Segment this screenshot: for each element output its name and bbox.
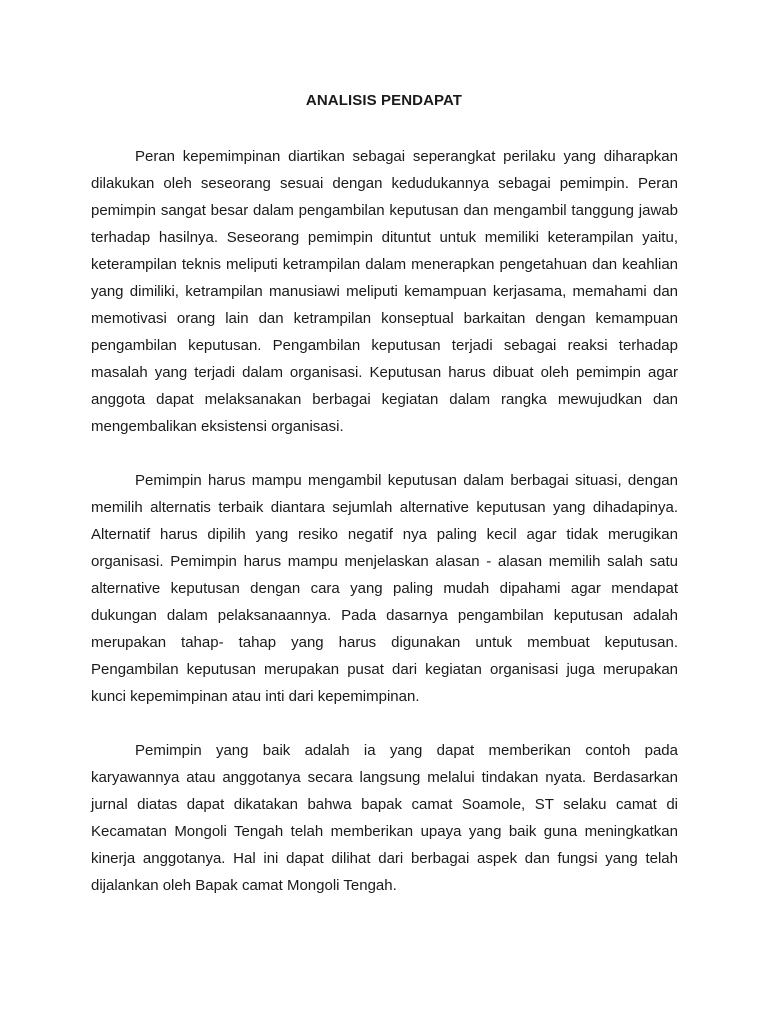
paragraph-3: Pemimpin yang baik adalah ia yang dapat memberikan contoh pada karyawannya atau anggotanya secara langsung melalui tindakan nyata. Berdasarkan jurnal diatas dapat dikatakan bahwa bapak camat Soamole, ST selaku camat di Kecamatan Mongoli Tengah telah memberikan upaya yang baik guna meningkatkan kinerja anggotanya. Hal ini dapat dilihat dari berbagai aspek dan fungsi yang telah dijalankan oleh Bapak camat Mongoli Tengah. xyxy=(91,742,678,894)
document-title: ANALISIS PENDAPAT xyxy=(305,92,463,109)
paragraph-2: Pemimpin harus mampu mengambil keputusan dalam berbagai situasi, dengan memilih alternatis terbaik diantara sejumlah alternative keputusan yang dihadapinya. Alternatif harus dipilih yang resiko negatif nya paling kecil agar tidak merugikan organisasi. Pemimpin harus mampu menjelaskan alasan - alasan memilih salah satu alternative keputusan dengan cara yang paling mudah dipahami agar mendapat dukungan dalam pelaksanaannya. Pada dasarnya pengambilan keputusan adalah merupakan tahap- tahap yang harus digunakan untuk membuat keputusan. Pengambilan keputusan merupakan pusat dari kegiatan organisasi juga merupakan kunci kepemimpinan atau inti dari kepemimpinan. xyxy=(91,472,678,705)
document-body xyxy=(91,143,678,926)
paragraph-1: Peran kepemimpinan diartikan sebagai seperangkat perilaku yang diharapkan dilakukan oleh seseorang sesuai dengan kedudukannya sebagai pemimpin. Peran pemimpin sangat besar dalam pengambilan keputusan dan mengambil tanggung jawab terhadap hasilnya. Seseorang pemimpin dituntut untuk memiliki keterampilan yaitu, keterampilan teknis meliputi ketrampilan dalam menerapkan pengetahuan dan keahlian yang dimiliki, ketrampilan manusiawi meliputi kemampuan kerjasama, memahami dan memotivasi orang lain dan ketrampilan konseptual barkaitan dengan kemampuan pengambilan keputusan. Pengambilan keputusan terjadi sebagai reaksi terhadap masalah yang terjadi dalam organisasi. Keputusan harus dibuat oleh pemimpin agar anggota dapat melaksanakan berbagai kegiatan dalam rangka mewujudkan dan mengembalikan eksistensi organisasi. xyxy=(91,148,678,435)
